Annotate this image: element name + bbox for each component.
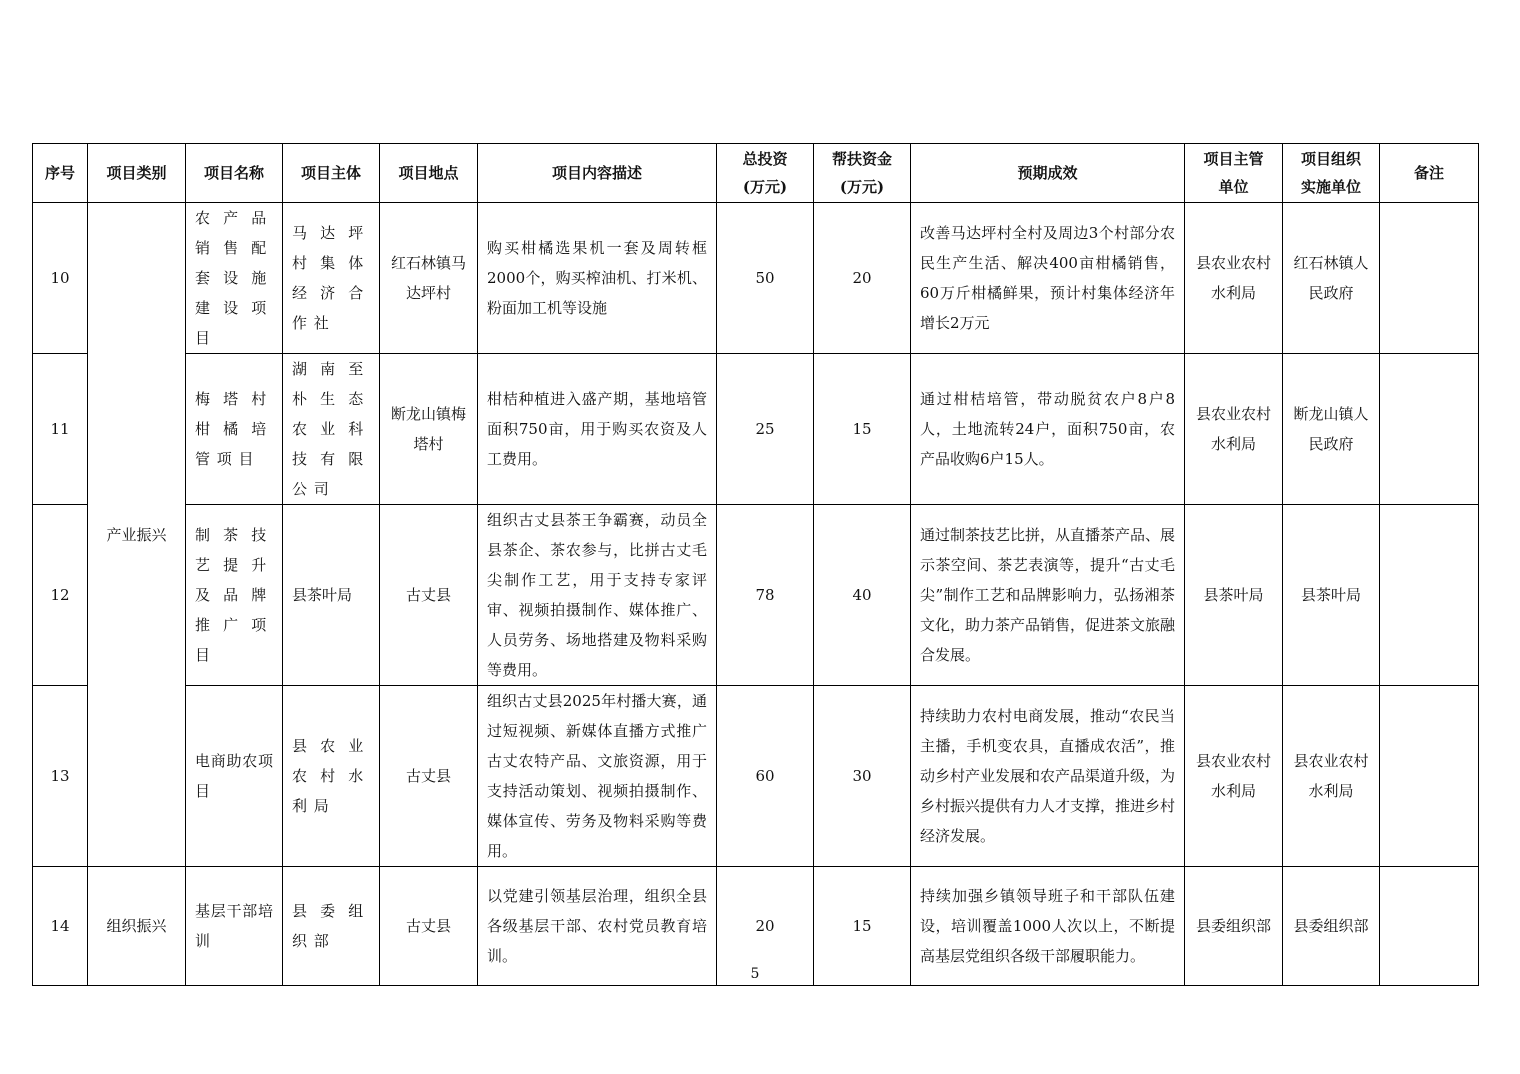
cell-total-investment: 20 bbox=[717, 867, 814, 986]
cell-description: 组织古丈县2025年村播大赛，通过短视频、新媒体直播方式推广古丈农特产品、文旅资源，用于支持活动策划、视频拍摄制作、媒体宣传、劳务及物料采购等费用。 bbox=[478, 686, 717, 867]
cell-description: 组织古丈县茶王争霸赛，动员全县茶企、茶农参与，比拼古丈毛尖制作工艺，用于支持专家评审、视频拍摄制作、媒体推广、人员劳务、场地搭建及物料采购等费用。 bbox=[478, 505, 717, 686]
cell-total-investment: 50 bbox=[717, 203, 814, 354]
cell-expected-results: 改善马达坪村全村及周边3个村部分农民生产生活、解决400亩柑橘销售，60万斤柑橘鲜果，预计村集体经济年增长2万元 bbox=[911, 203, 1185, 354]
cell-expected-results: 通过制茶技艺比拼，从直播茶产品、展示茶空间、茶艺表演等，提升“古丈毛尖”制作工艺和品牌影响力，弘扬湘茶文化，助力茶产品销售，促进茶文旅融合发展。 bbox=[911, 505, 1185, 686]
header-support-funds-unit: (万元) bbox=[839, 178, 885, 196]
cell-total-investment: 60 bbox=[717, 686, 814, 867]
cell-expected-results: 持续助力农村电商发展，推动“农民当主播，手机变农具，直播成农活”，推动乡村产业发展和农产品渠道升级，为乡村振兴提供有力人才支撑，推进乡村经济发展。 bbox=[911, 686, 1185, 867]
header-description: 项目内容描述 bbox=[478, 144, 717, 203]
cell-subject: 马达坪村集体经济合作社 bbox=[283, 203, 380, 354]
cell-seq: 10 bbox=[33, 203, 88, 354]
cell-subject: 县委组织部 bbox=[283, 867, 380, 986]
cell-implementer: 县农业农村水利局 bbox=[1283, 686, 1380, 867]
cell-description: 购买柑橘选果机一套及周转框2000个，购买榨油机、打米机、粉面加工机等设施 bbox=[478, 203, 717, 354]
header-expected-results: 预期成效 bbox=[911, 144, 1185, 203]
header-authority: 项目主管单位 bbox=[1185, 144, 1283, 203]
cell-subject: 县农业农村水利局 bbox=[283, 686, 380, 867]
header-total-investment-label: 总投资 bbox=[742, 150, 788, 168]
cell-subject: 湖南至朴生态农业科技有限公司 bbox=[283, 354, 380, 505]
cell-support-funds: 15 bbox=[814, 354, 911, 505]
cell-category: 产业振兴 bbox=[88, 203, 186, 867]
table-header-row bbox=[33, 144, 1479, 203]
cell-authority: 县农业农村水利局 bbox=[1185, 686, 1283, 867]
header-category: 项目类别 bbox=[88, 144, 186, 203]
cell-remarks bbox=[1380, 505, 1479, 686]
cell-name: 梅塔村柑橘培管项目 bbox=[186, 354, 283, 505]
cell-category: 组织振兴 bbox=[88, 867, 186, 986]
cell-expected-results: 通过柑桔培管，带动脱贫农户8户8人，土地流转24户，面积750亩，农产品收购6户15人。 bbox=[911, 354, 1185, 505]
header-implementer: 项目组织实施单位 bbox=[1283, 144, 1380, 203]
header-support-funds-label: 帮扶资金 bbox=[831, 150, 892, 168]
cell-implementer: 县委组织部 bbox=[1283, 867, 1380, 986]
table-row bbox=[33, 203, 1479, 354]
cell-implementer: 断龙山镇人民政府 bbox=[1283, 354, 1380, 505]
cell-seq: 11 bbox=[33, 354, 88, 505]
header-name: 项目名称 bbox=[186, 144, 283, 203]
cell-location: 古丈县 bbox=[380, 686, 478, 867]
cell-name: 电商助农项目 bbox=[186, 686, 283, 867]
header-subject: 项目主体 bbox=[283, 144, 380, 203]
cell-name: 制茶技艺提升及品牌推广项目 bbox=[186, 505, 283, 686]
cell-authority: 县委组织部 bbox=[1185, 867, 1283, 986]
cell-support-funds: 40 bbox=[814, 505, 911, 686]
header-support-funds bbox=[814, 144, 911, 203]
header-total-investment-unit: (万元) bbox=[742, 178, 788, 196]
cell-authority: 县农业农村水利局 bbox=[1185, 203, 1283, 354]
cell-name: 农产品销售配套设施建设项目 bbox=[186, 203, 283, 354]
table-row bbox=[33, 505, 1479, 686]
cell-subject: 县茶叶局 bbox=[283, 505, 380, 686]
table-row bbox=[33, 354, 1479, 505]
cell-remarks bbox=[1380, 686, 1479, 867]
cell-description: 柑桔种植进入盛产期，基地培管面积750亩，用于购买农资及人工费用。 bbox=[478, 354, 717, 505]
header-total-investment bbox=[717, 144, 814, 203]
header-seq: 序号 bbox=[33, 144, 88, 203]
project-table bbox=[32, 143, 1479, 986]
cell-total-investment: 25 bbox=[717, 354, 814, 505]
cell-implementer: 县茶叶局 bbox=[1283, 505, 1380, 686]
cell-support-funds: 20 bbox=[814, 203, 911, 354]
cell-location: 红石林镇马达坪村 bbox=[380, 203, 478, 354]
page-number: 5 bbox=[750, 966, 760, 982]
cell-support-funds: 30 bbox=[814, 686, 911, 867]
cell-expected-results: 持续加强乡镇领导班子和干部队伍建设，培训覆盖1000人次以上，不断提高基层党组织各级干部履职能力。 bbox=[911, 867, 1185, 986]
cell-authority: 县茶叶局 bbox=[1185, 505, 1283, 686]
header-remarks: 备注 bbox=[1380, 144, 1479, 203]
header-location: 项目地点 bbox=[380, 144, 478, 203]
cell-seq: 14 bbox=[33, 867, 88, 986]
cell-name: 基层干部培训 bbox=[186, 867, 283, 986]
cell-remarks bbox=[1380, 203, 1479, 354]
cell-seq: 12 bbox=[33, 505, 88, 686]
cell-support-funds: 15 bbox=[814, 867, 911, 986]
cell-seq: 13 bbox=[33, 686, 88, 867]
cell-location: 断龙山镇梅塔村 bbox=[380, 354, 478, 505]
cell-location: 古丈县 bbox=[380, 505, 478, 686]
table-row bbox=[33, 686, 1479, 867]
cell-total-investment: 78 bbox=[717, 505, 814, 686]
cell-description: 以党建引领基层治理，组织全县各级基层干部、农村党员教育培训。 bbox=[478, 867, 717, 986]
cell-remarks bbox=[1380, 354, 1479, 505]
cell-authority: 县农业农村水利局 bbox=[1185, 354, 1283, 505]
cell-implementer: 红石林镇人民政府 bbox=[1283, 203, 1380, 354]
cell-location: 古丈县 bbox=[380, 867, 478, 986]
